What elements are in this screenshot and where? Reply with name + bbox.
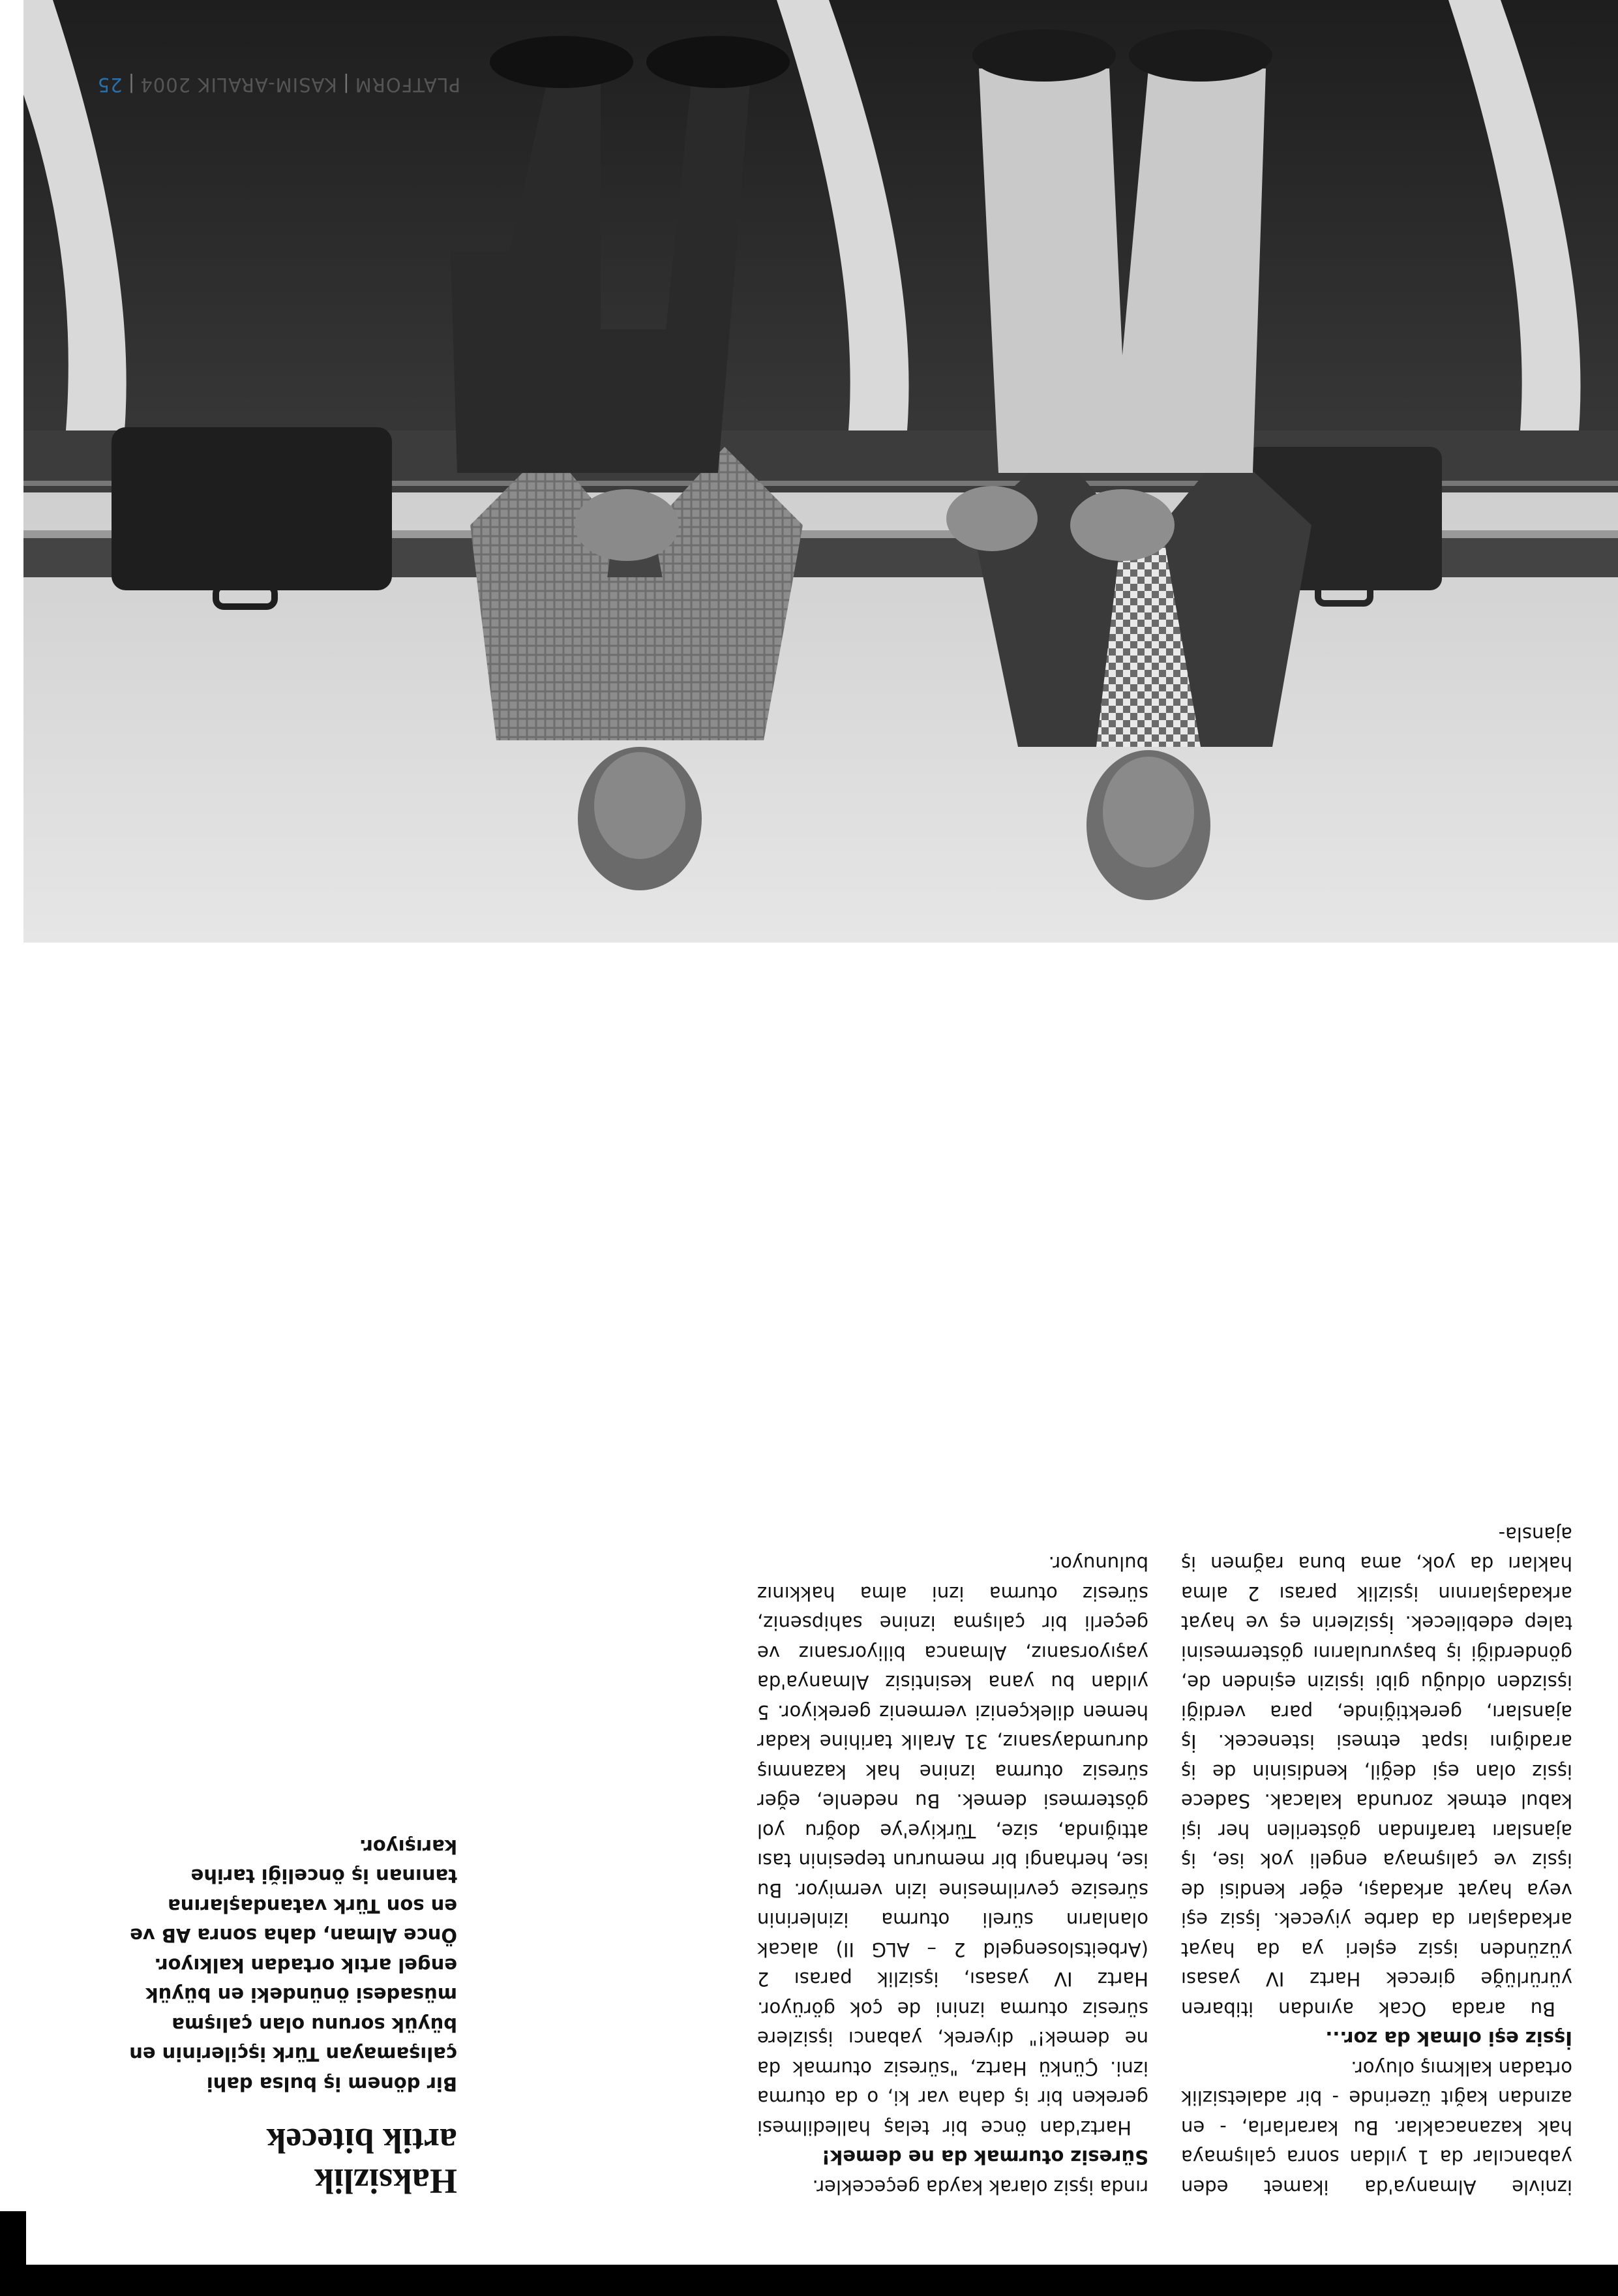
folio-separator: |: [127, 74, 135, 96]
column1-intro: iznivle Almanya'da ikamet eden yabancılar da 1 yıldan sonra çalışmaya hak kazanacaklar. Bu kararlarla, - en azından kağıt üzerinde - bir adaletsizlik ortadan kalkmış oluyor.: [1181, 2057, 1572, 2198]
folio-issue: KASIM-ARALIK 2004: [140, 74, 337, 96]
sidebar-title: Haksizlik artik bitecek: [266, 2121, 457, 2201]
article-photo: [23, 0, 1618, 943]
folio-separator: |: [342, 74, 350, 96]
photo-illustration: [23, 0, 1618, 943]
column1-subheading: İşsiz eşi olmak da zor...: [1325, 2027, 1572, 2050]
scan-edge-bar: [0, 2265, 1618, 2296]
column2-intro: rında işsiz olarak kayda geçecekler.: [812, 2176, 1148, 2198]
column1-body: Bu arada Ocak ayından itibaren yürürlüğe girecek Hartz IV yasası yüzünden işsiz eşleri ya da hayat arkadaşları da darbe yiyecek. İşsiz eşi veya hayat arkadaşı, eğer kendisi de işsiz ve çalışmaya engeli yok ise, iş ajansları tarafından gösterilen her işi kabul etmek zorunda kalacak. Sadece işsiz olan eşi değil, kendisinin de iş aradığını ispat etmesi istenecek. İş ajansları, gerektiğinde, para verdiği işsizden olduğu gibi işsizin eşinden de, gönderdiği iş başvurularını göstermesini talep edebilecek. İşsizlerin eş ve hayat arkadaşlarının işsizlik parası 2 alma hakları da yok, ama buna rağmen iş ajansla-: [1181, 1523, 1572, 2020]
folio-page-number: 25: [97, 74, 123, 96]
sidebar-box: [105, 1832, 457, 2202]
page-folio: [95, 74, 460, 96]
scan-edge-tick: [0, 2211, 26, 2296]
column2-body: Hartz'dan önce bir telaş halledilmesi gereken bir iş daha var ki, o da oturma izni. Çünkü Hartz, "süresiz oturmak da ne demek!" diyerek, yabancı işsizlere süresiz oturma iznini de çok görüyor. Hartz IV yasası, işsizlik parası 2 (Arbeitslosengeld 2 – ALG II) alacak olanların süreli oturma izinlerinin süresize çevrilmesine izin vermiyor. Bu ise, herhangi bir memurun tepesinin tası attığında, size, Türkiye'ye doğru yol göstermesi demek. Bu nedenle, eğer süresiz oturma iznine hak kazanmış durumdaysanız, 31 Aralık tarihine kadar hemen dilekçenizi vermeniz gerekiyor. 5 yıldan bu yana kesintisiz Almanya'da yaşıyorsanız, Almanca biliyorsanız ve geçerli bir çalışma iznine sahipseniz, süresiz oturma izni alma hakkınız bulunuyor.: [757, 1552, 1148, 2139]
folio-publication: PLATFORM: [354, 74, 460, 96]
column2-subheading: Süresiz oturmak da ne demek!: [821, 2146, 1148, 2169]
sidebar-pull-quote: Bir dönem iş bulsa dahi çalışamayan Türk işçilerinin en büyük sorunu olan çalışma müsadesi önündeki en büyük engel artık ortadan kalkıyor. Önce Alman, daha sonra AB ve en son Türk vatandaşlarına tanınan iş önceliği tarihe karışıyor.: [129, 1835, 457, 2095]
article-column-1: [1181, 1519, 1572, 2202]
article-column-2: [757, 1548, 1148, 2201]
